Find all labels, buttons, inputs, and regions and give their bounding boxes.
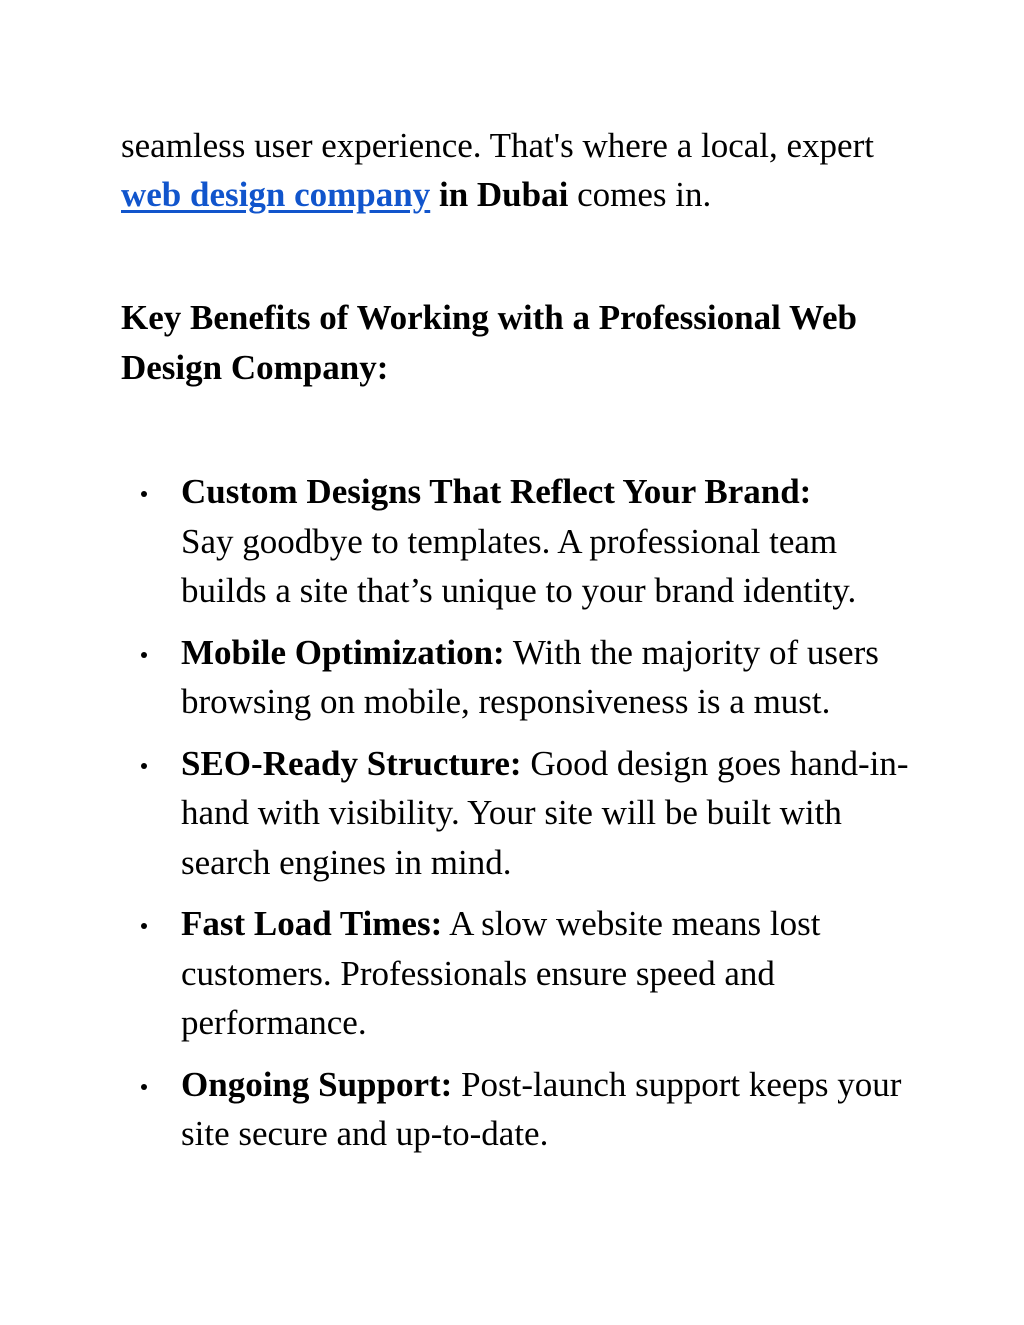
list-item-text: A slow website means lost customers. Professionals ensure speed and performance. xyxy=(181,904,821,1042)
list-item-text: Post-launch support keeps your site secure and up-to-date. xyxy=(181,1064,902,1153)
benefits-list xyxy=(121,467,921,1171)
list-item-text: With the majority of users browsing on mobile, responsiveness is a must. xyxy=(181,632,879,721)
list-item-title: Mobile Optimization: xyxy=(181,632,505,672)
list-item-text: Say goodbye to templates. A professional team builds a site that’s unique to your brand identity. xyxy=(181,521,857,610)
bullet-icon xyxy=(141,652,147,658)
bullet-icon xyxy=(141,763,147,769)
list-item-fast-load-times xyxy=(121,899,921,1048)
list-item-title: Fast Load Times: xyxy=(181,904,443,943)
list-item-seo-ready xyxy=(121,739,921,888)
intro-text-before: seamless user experience. That's where a local, expert xyxy=(121,126,874,165)
list-item-mobile-optimization xyxy=(121,628,921,727)
list-item-custom-designs xyxy=(121,467,921,616)
bullet-icon xyxy=(141,923,147,929)
intro-bold-text: in Dubai xyxy=(430,175,569,214)
section-heading: Key Benefits of Working with a Professional Web Design Company: xyxy=(121,298,858,387)
bullet-icon xyxy=(141,491,147,497)
list-item-title: SEO-Ready Structure: xyxy=(181,743,522,783)
bullet-icon xyxy=(141,1084,147,1090)
list-item-ongoing-support xyxy=(121,1060,921,1159)
list-item-text: Good design goes hand-in-hand with visibility. Your site will be built with search engines in mind. xyxy=(181,743,909,882)
list-item-title: Ongoing Support: xyxy=(181,1064,453,1104)
web-design-company-link[interactable]: web design company xyxy=(121,175,431,214)
list-item-title: Custom Designs That Reflect Your Brand: xyxy=(181,472,812,511)
intro-paragraph xyxy=(121,121,941,219)
intro-text-after: comes in. xyxy=(568,175,712,214)
